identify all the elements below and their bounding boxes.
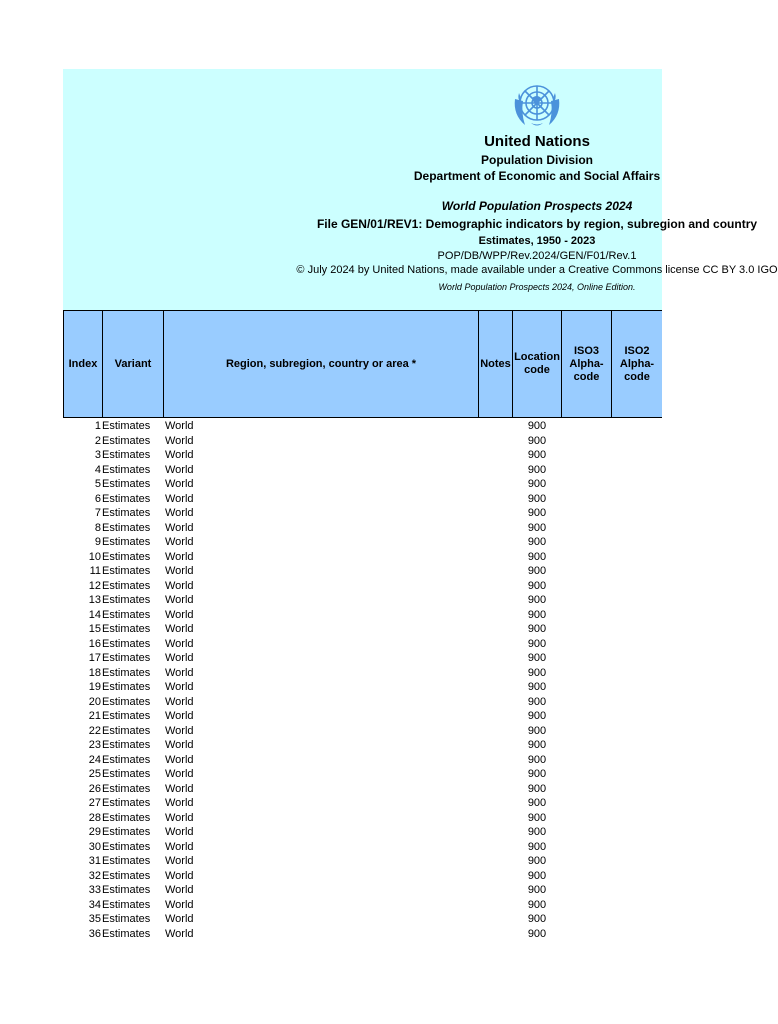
col-header-iso2: ISO2 Alpha-code xyxy=(611,310,662,418)
row-region: World xyxy=(165,550,194,563)
col-header-region: Region, subregion, country or area * xyxy=(163,310,479,418)
row-variant: Estimates xyxy=(102,855,151,867)
row-region: World xyxy=(165,565,194,577)
row-region: World xyxy=(165,594,194,606)
row-index: 32 xyxy=(88,869,101,882)
data-table-body xyxy=(63,419,663,941)
row-variant: Estimates xyxy=(102,898,151,911)
row-region: World xyxy=(165,420,194,432)
table-row xyxy=(63,854,663,869)
row-location-code: 900 xyxy=(527,623,547,635)
table-row xyxy=(63,825,663,840)
row-variant: Estimates xyxy=(102,579,151,592)
col-header-notes: Notes xyxy=(478,310,513,418)
row-variant: Estimates xyxy=(102,536,151,548)
row-region: World xyxy=(165,623,194,635)
row-variant: Estimates xyxy=(102,811,151,824)
row-index: 34 xyxy=(88,898,101,911)
row-location-code: 900 xyxy=(527,753,547,766)
row-variant: Estimates xyxy=(102,666,151,679)
row-index: 6 xyxy=(94,492,101,505)
row-index: 18 xyxy=(88,666,101,679)
row-region: World xyxy=(165,507,194,519)
row-region: World xyxy=(165,869,194,882)
row-region: World xyxy=(165,666,194,679)
row-region: World xyxy=(165,681,194,693)
row-variant: Estimates xyxy=(102,782,151,795)
table-row xyxy=(63,680,663,695)
col-header-index: Index xyxy=(63,310,103,418)
row-region: World xyxy=(165,579,194,592)
row-variant: Estimates xyxy=(102,492,151,505)
row-region: World xyxy=(165,927,194,940)
row-location-code: 900 xyxy=(527,420,547,432)
row-location-code: 900 xyxy=(527,521,547,534)
row-region: World xyxy=(165,768,194,780)
row-region: World xyxy=(165,724,194,737)
row-location-code: 900 xyxy=(527,637,547,650)
table-row xyxy=(63,840,663,855)
row-region: World xyxy=(165,463,194,476)
table-row xyxy=(63,419,663,434)
row-location-code: 900 xyxy=(527,695,547,708)
row-location-code: 900 xyxy=(527,826,547,838)
row-variant: Estimates xyxy=(102,710,151,722)
row-location-code: 900 xyxy=(527,840,547,853)
row-variant: Estimates xyxy=(102,739,151,751)
row-location-code: 900 xyxy=(527,869,547,882)
row-region: World xyxy=(165,478,194,490)
row-region: World xyxy=(165,449,194,461)
row-location-code: 900 xyxy=(527,884,547,896)
row-index: 19 xyxy=(88,681,101,693)
row-location-code: 900 xyxy=(527,478,547,490)
row-variant: Estimates xyxy=(102,927,151,940)
row-index: 5 xyxy=(94,478,101,490)
row-index: 24 xyxy=(88,753,101,766)
row-variant: Estimates xyxy=(102,478,151,490)
row-index: 12 xyxy=(88,579,101,592)
row-index: 14 xyxy=(88,608,101,621)
row-location-code: 900 xyxy=(527,652,547,664)
table-row xyxy=(63,927,663,942)
row-index: 25 xyxy=(88,768,101,780)
table-row xyxy=(63,782,663,797)
row-index: 21 xyxy=(88,710,101,722)
row-index: 20 xyxy=(88,695,101,708)
row-index: 35 xyxy=(88,913,101,925)
row-variant: Estimates xyxy=(102,652,151,664)
row-region: World xyxy=(165,811,194,824)
row-region: World xyxy=(165,710,194,722)
row-variant: Estimates xyxy=(102,637,151,650)
table-row xyxy=(63,448,663,463)
table-row xyxy=(63,492,663,507)
row-location-code: 900 xyxy=(527,579,547,592)
table-row xyxy=(63,477,663,492)
row-region: World xyxy=(165,753,194,766)
row-region: World xyxy=(165,898,194,911)
row-location-code: 900 xyxy=(527,768,547,780)
table-row xyxy=(63,724,663,739)
row-variant: Estimates xyxy=(102,840,151,853)
row-variant: Estimates xyxy=(102,608,151,621)
estimates-period: Estimates, 1950 - 2023 xyxy=(478,235,596,247)
row-variant: Estimates xyxy=(102,681,151,693)
table-row xyxy=(63,709,663,724)
row-index: 29 xyxy=(88,826,101,838)
col-header-variant: Variant xyxy=(102,310,164,418)
row-index: 9 xyxy=(94,536,101,548)
row-index: 16 xyxy=(88,637,101,650)
row-index: 10 xyxy=(88,550,101,563)
col-header-location-code: Location code xyxy=(512,310,562,418)
row-location-code: 900 xyxy=(527,782,547,795)
row-index: 7 xyxy=(94,507,101,519)
row-variant: Estimates xyxy=(102,753,151,766)
row-variant: Estimates xyxy=(102,826,151,838)
document-code: POP/DB/WPP/Rev.2024/GEN/F01/Rev.1 xyxy=(437,250,637,262)
table-row xyxy=(63,898,663,913)
row-location-code: 900 xyxy=(527,913,547,925)
row-index: 2 xyxy=(94,434,101,447)
row-index: 28 xyxy=(88,811,101,824)
row-index: 33 xyxy=(88,884,101,896)
row-location-code: 900 xyxy=(527,681,547,693)
col-header-iso3: ISO3 Alpha-code xyxy=(561,310,612,418)
row-index: 11 xyxy=(89,565,101,577)
department-name: Department of Economic and Social Affairs xyxy=(413,169,661,183)
table-row xyxy=(63,637,663,652)
row-location-code: 900 xyxy=(527,724,547,737)
org-name: United Nations xyxy=(484,133,590,150)
row-variant: Estimates xyxy=(102,768,151,780)
row-location-code: 900 xyxy=(527,608,547,621)
row-index: 36 xyxy=(88,927,101,940)
row-region: World xyxy=(165,695,194,708)
table-row xyxy=(63,608,663,623)
row-location-code: 900 xyxy=(527,710,547,722)
row-variant: Estimates xyxy=(102,594,151,606)
row-region: World xyxy=(165,840,194,853)
row-region: World xyxy=(165,536,194,548)
table-row xyxy=(63,912,663,927)
table-row xyxy=(63,535,663,550)
row-region: World xyxy=(165,782,194,795)
row-region: World xyxy=(165,521,194,534)
row-variant: Estimates xyxy=(102,550,151,563)
row-location-code: 900 xyxy=(527,536,547,548)
row-index: 27 xyxy=(88,797,101,809)
row-region: World xyxy=(165,739,194,751)
table-row xyxy=(63,695,663,710)
row-index: 22 xyxy=(88,724,101,737)
row-location-code: 900 xyxy=(527,811,547,824)
row-location-code: 900 xyxy=(527,797,547,809)
row-index: 13 xyxy=(88,594,101,606)
row-index: 4 xyxy=(94,463,101,476)
division-name: Population Division xyxy=(480,153,594,167)
row-variant: Estimates xyxy=(102,463,151,476)
row-location-code: 900 xyxy=(527,927,547,940)
row-location-code: 900 xyxy=(527,739,547,751)
row-index: 8 xyxy=(94,521,101,534)
table-row xyxy=(63,579,663,594)
file-title: File GEN/01/REV1: Demographic indicators by region, subregion and country xyxy=(316,217,758,231)
table-row xyxy=(63,883,663,898)
table-row xyxy=(63,651,663,666)
table-row xyxy=(63,753,663,768)
row-location-code: 900 xyxy=(527,666,547,679)
row-location-code: 900 xyxy=(527,565,547,577)
row-location-code: 900 xyxy=(527,463,547,476)
row-variant: Estimates xyxy=(102,695,151,708)
row-region: World xyxy=(165,797,194,809)
row-region: World xyxy=(165,434,194,447)
table-row xyxy=(63,506,663,521)
row-location-code: 900 xyxy=(527,434,547,447)
row-index: 15 xyxy=(88,623,101,635)
row-index: 1 xyxy=(94,420,101,432)
row-location-code: 900 xyxy=(527,449,547,461)
row-region: World xyxy=(165,608,194,621)
row-region: World xyxy=(165,913,194,925)
citation-note: World Population Prospects 2024, Online Edition. xyxy=(438,282,636,292)
table-row xyxy=(63,593,663,608)
row-region: World xyxy=(165,826,194,838)
row-variant: Estimates xyxy=(102,913,151,925)
table-row xyxy=(63,869,663,884)
row-variant: Estimates xyxy=(102,869,151,882)
publication-title: World Population Prospects 2024 xyxy=(441,199,633,213)
table-row xyxy=(63,796,663,811)
row-variant: Estimates xyxy=(102,521,151,534)
row-location-code: 900 xyxy=(527,492,547,505)
row-variant: Estimates xyxy=(102,797,151,809)
table-row xyxy=(63,434,663,449)
row-location-code: 900 xyxy=(527,855,547,867)
row-region: World xyxy=(165,652,194,664)
row-location-code: 900 xyxy=(527,898,547,911)
row-variant: Estimates xyxy=(102,884,151,896)
row-variant: Estimates xyxy=(102,507,151,519)
table-row xyxy=(63,666,663,681)
row-index: 31 xyxy=(88,855,101,867)
row-location-code: 900 xyxy=(527,550,547,563)
copyright-notice: © July 2024 by United Nations, made available under a Creative Commons license CC BY 3.0 IGO xyxy=(296,264,778,276)
row-variant: Estimates xyxy=(102,623,151,635)
row-index: 17 xyxy=(88,652,101,664)
row-variant: Estimates xyxy=(102,449,151,461)
table-row xyxy=(63,550,663,565)
row-variant: Estimates xyxy=(102,434,151,447)
row-variant: Estimates xyxy=(102,724,151,737)
row-region: World xyxy=(165,637,194,650)
row-variant: Estimates xyxy=(102,565,151,577)
table-row xyxy=(63,811,663,826)
table-row xyxy=(63,622,663,637)
row-region: World xyxy=(165,855,194,867)
row-index: 23 xyxy=(88,739,101,751)
table-row xyxy=(63,463,663,478)
row-index: 3 xyxy=(94,449,101,461)
row-region: World xyxy=(165,492,194,505)
table-row xyxy=(63,767,663,782)
table-row xyxy=(63,564,663,579)
row-region: World xyxy=(165,884,194,896)
row-index: 26 xyxy=(88,782,101,795)
row-index: 30 xyxy=(88,840,101,853)
table-row xyxy=(63,521,663,536)
row-variant: Estimates xyxy=(102,420,151,432)
table-row xyxy=(63,738,663,753)
row-location-code: 900 xyxy=(527,594,547,606)
row-location-code: 900 xyxy=(527,507,547,519)
